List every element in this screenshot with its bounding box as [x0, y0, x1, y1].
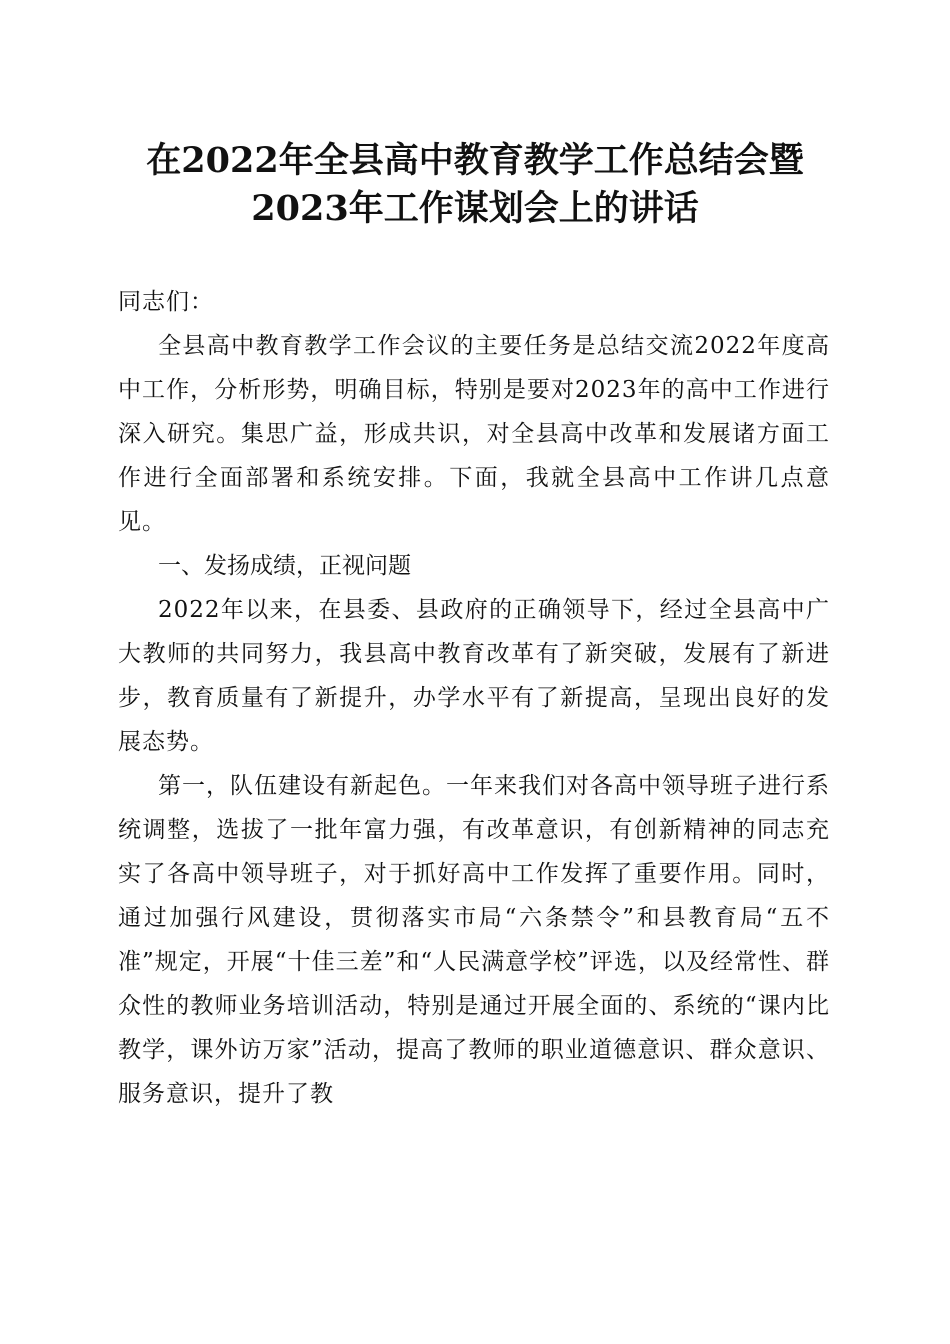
title-line-2: 2023年工作谋划会上的讲话	[251, 188, 699, 229]
speech-body	[118, 280, 830, 1116]
paragraph-team-building: 第一，队伍建设有新起色。一年来我们对各高中领导班子进行系统调整，选拔了一批年富力强，有改革意识，有创新精神的同志充实了各高中领导班子，对于抓好高中工作发挥了重要作用。同时，通过加强行风建设，贯彻落实市局“六条禁令”和县教育局“五不准”规定，开展“十佳三差”和“人民满意学校”评选，以及经常性、群众性的教师业务培训活动，特别是通过开展全面的、系统的“课内比教学，课外访万家”活动，提高了教师的职业道德意识、群众意识、服务意识，提升了教	[118, 773, 830, 1107]
section-heading-1: 一、发扬成绩，正视问题	[158, 553, 411, 579]
title-line-1: 在2022年全县高中教育教学工作总结会暨	[146, 140, 804, 181]
salutation: 同志们：	[118, 289, 214, 315]
paragraph-intro: 全县高中教育教学工作会议的主要任务是总结交流2022年度高中工作，分析形势，明确目标，特别是要对2023年的高中工作进行深入研究。集思广益，形成共识，对全县高中改革和发展诸方面工作进行全面部署和系统安排。下面，我就全县高中工作讲几点意见。	[118, 333, 830, 535]
paragraph-achievements: 2022年以来，在县委、县政府的正确领导下，经过全县高中广大教师的共同努力，我县高中教育改革有了新突破，发展有了新进步，教育质量有了新提升，办学水平有了新提高，呈现出良好的发展态势。	[118, 597, 830, 755]
